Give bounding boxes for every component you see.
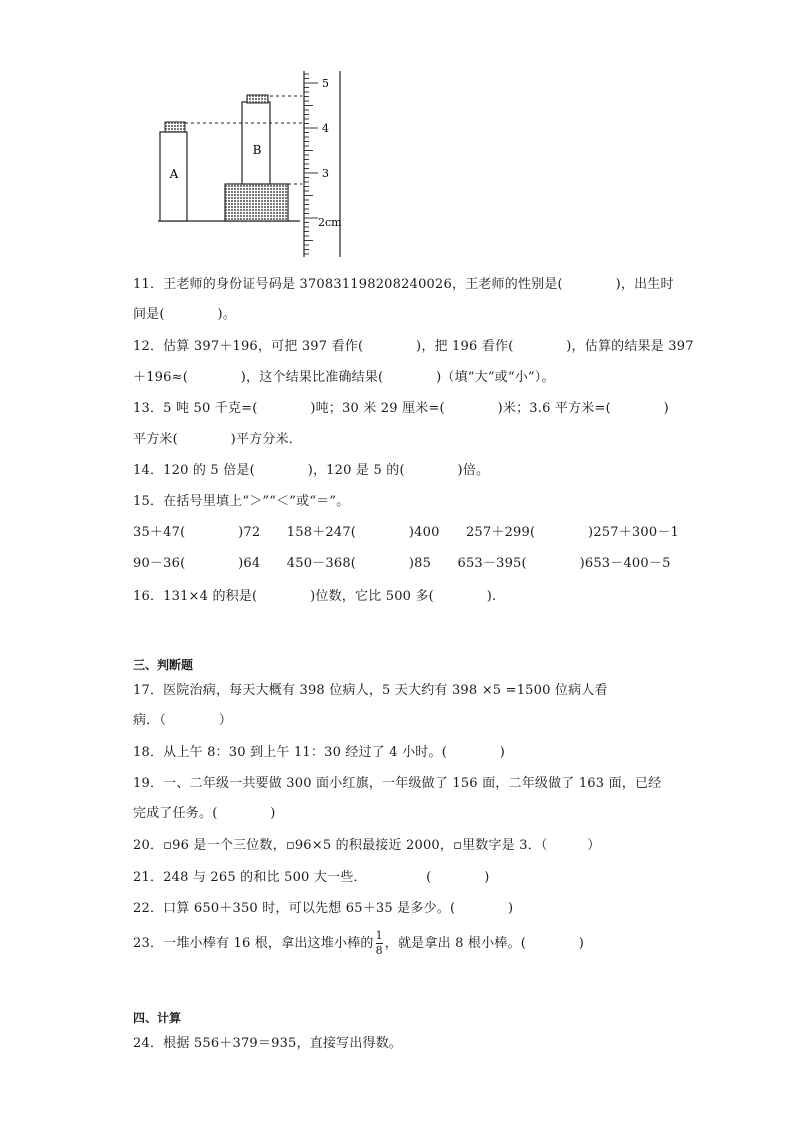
- question-21: 21．248 与 265 的和比 500 大一些． ( ): [133, 870, 490, 885]
- question-19-line-2: 完成了任务。( ): [133, 806, 276, 821]
- question-12-line-1: 12．估算 397＋196，可把 397 看作( )，把 196 看作( )，估算的结果是 397: [133, 339, 694, 354]
- question-16: 16．131×4 的积是( )位数，它比 500 多( ).: [133, 589, 497, 604]
- ruler-label-5: 5: [322, 77, 329, 90]
- question-23-text-before: 23．一堆小棒有 16 根，拿出这堆小棒的: [133, 936, 374, 951]
- question-23-text-after: ，就是拿出 8 根小棒。( ): [384, 936, 585, 951]
- measurement-figure: [150, 68, 370, 263]
- question-13-line-1: 13．5 吨 50 千克=( )吨；30 米 29 厘米=( )米；3.6 平方米=( ): [133, 401, 669, 416]
- block-a-cap: [165, 122, 185, 132]
- block-a-label: A: [169, 167, 179, 181]
- block-b-label: B: [252, 143, 262, 157]
- question-15: 15．在括号里填上“＞”“＜”或“＝”。: [133, 494, 350, 509]
- question-19-line-1: 19．一、二年级一共要做 300 面小红旗，一年级做了 156 面，二年级做了 163 面，已经: [133, 776, 662, 791]
- question-11-line-1: 11．王老师的身份证号码是 370831198208240026，王老师的性别是( )，出生时: [133, 277, 674, 292]
- question-17-line-2: 病．（ ）: [133, 713, 233, 728]
- question-11-line-2: 间是( )。: [133, 307, 236, 322]
- fraction-numerator: 1: [375, 929, 383, 942]
- fraction-denominator: 8: [375, 944, 383, 957]
- ruler-label-3: 3: [322, 167, 329, 180]
- question-22: 22．口算 650＋350 时，可以先想 65＋35 是多少。( ): [133, 901, 514, 916]
- question-13-line-2: 平方米( )平方分米．: [133, 432, 302, 447]
- question-23: [133, 930, 584, 957]
- question-20: 20．▫96 是一个三位数，▫96×5 的积最接近 2000，▫里数字是 3．（ ）: [133, 838, 601, 853]
- stand-block: [225, 184, 288, 221]
- question-15-row-1: 35＋47( )72 158＋247( )400 257＋299( )257＋300－1: [133, 525, 680, 540]
- question-14: 14．120 的 5 倍是( )，120 是 5 的( )倍。: [133, 463, 490, 478]
- section-4-title: 四、计算: [133, 1011, 182, 1025]
- question-17-line-1: 17．医院治病，每天大概有 398 位病人，5 天大约有 398 ×5 =1500 位病人看: [133, 683, 608, 698]
- ruler-label-2cm: 2cm: [318, 216, 342, 229]
- question-18: 18．从上午 8：30 到上午 11：30 经过了 4 小时。( ): [133, 745, 506, 760]
- ruler: [304, 71, 340, 257]
- fraction-one-eighth: [376, 930, 383, 957]
- question-15-row-2: 90－36( )64 450－368( )85 653－395( )653－400－5: [133, 556, 671, 571]
- ruler-label-4: 4: [322, 122, 329, 135]
- question-12-line-2: ＋196≈( )，这个结果比准确结果( )（填“大”或“小”）。: [133, 370, 555, 385]
- question-24: 24．根据 556＋379＝935，直接写出得数。: [133, 1036, 403, 1051]
- section-3-title: 三、判断题: [133, 658, 194, 672]
- block-b-cap: [247, 95, 268, 103]
